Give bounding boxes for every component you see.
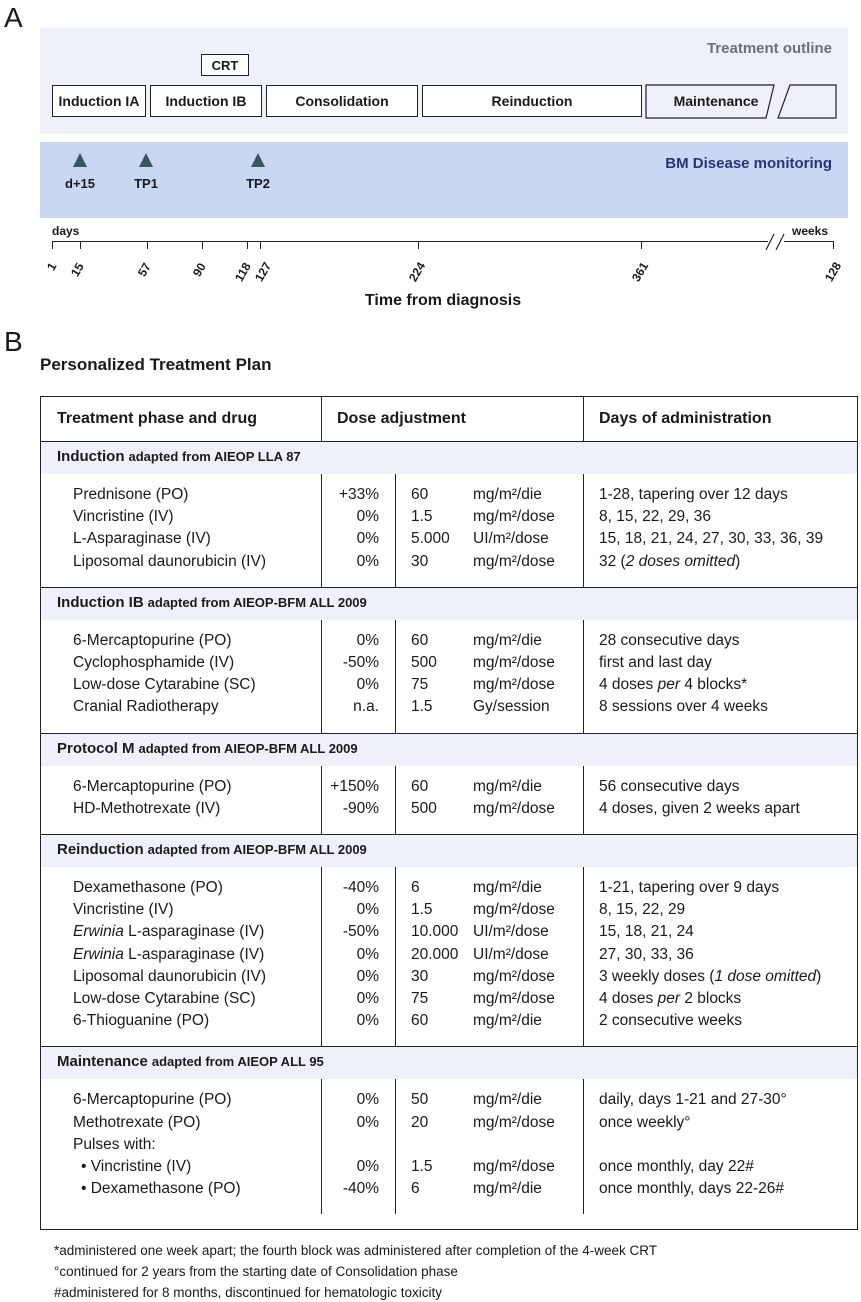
maintenance-box-shape [644, 84, 840, 120]
dose-adjustment: 0% [356, 1091, 379, 1109]
col-divider [321, 867, 322, 1046]
timepoint-tp1: TP1 [134, 176, 158, 191]
tick [418, 241, 419, 249]
section-source: adapted from AIEOP-BFM ALL 2009 [147, 842, 367, 857]
days-of-administration [599, 1158, 754, 1176]
col-divider [583, 397, 584, 441]
drug-name: Low-dose Cytarabine (SC) [73, 990, 256, 1007]
dose-unit: mg/m²/dose [473, 508, 555, 526]
drug-name: Methotrexate (PO) [73, 1113, 201, 1131]
col-divider [395, 474, 396, 587]
tick-label: 361 [629, 259, 652, 284]
dose-value: 75 [411, 676, 429, 694]
days-of-administration [599, 923, 694, 941]
dose-value: 50 [411, 1091, 429, 1109]
days-of-administration [599, 486, 788, 504]
days-text: first and last day [599, 654, 712, 671]
dose-value: 10.000 [411, 923, 459, 941]
tick [202, 241, 203, 249]
section-header-band [41, 1047, 857, 1079]
days-text: 8, 15, 22, 29 [599, 901, 686, 919]
dose-unit: UI/m²/dose [473, 923, 549, 941]
tick-label: 118 [232, 260, 254, 284]
drug-name: 6-Thioguanine (PO) [73, 1012, 210, 1030]
drug-name: L-Asparaginase (IV) [73, 530, 211, 548]
dose-unit: mg/m²/dose [473, 1113, 555, 1131]
bm-monitoring-title: BM Disease monitoring [665, 155, 832, 172]
drug-name [73, 946, 264, 964]
col-divider [321, 1079, 322, 1214]
dose-value: 6 [411, 879, 420, 896]
days-text-suffix: ) [735, 552, 741, 570]
drug-name: HD-Methotrexate (IV) [73, 799, 221, 817]
col-divider [321, 474, 322, 587]
days-text: 4 doses [599, 990, 658, 1007]
footnote-3: #administered for 8 months, discontinued for hematologic toxicity [54, 1285, 442, 1300]
section-source: adapted from AIEOP-BFM ALL 2009 [138, 740, 358, 756]
drug-name: Prednisone (PO) [73, 486, 189, 503]
col-divider [583, 1079, 584, 1214]
dose-adjustment: 0% [356, 1158, 379, 1175]
footnote-1: *administered one week apart; the fourth block was administered after completion of the 4-week CRT [54, 1243, 658, 1258]
dose-adjustment: +33% [338, 486, 379, 503]
dose-adjustment: 0% [356, 530, 379, 548]
dose-unit: mg/m²/die [473, 1012, 542, 1030]
days-of-administration [599, 632, 739, 650]
col-divider [395, 867, 396, 1046]
dose-unit: mg/m²/dose [473, 676, 555, 694]
days-text-italic: per [657, 990, 681, 1007]
dose-adjustment: +150% [330, 777, 379, 795]
col-divider [321, 397, 322, 441]
dose-unit: UI/m²/dose [473, 530, 549, 548]
days-text: 8 sessions over 4 weeks [599, 698, 768, 716]
col-divider [583, 867, 584, 1046]
drug-name: Vincristine (IV) [73, 901, 174, 919]
days-of-administration [599, 990, 741, 1008]
section-header-band [41, 734, 857, 766]
section-name: Maintenance [57, 1053, 148, 1071]
dose-unit: UI/m²/dose [473, 945, 549, 963]
axis-unit-weeks: weeks [792, 224, 829, 238]
days-text: 56 consecutive days [599, 777, 740, 795]
days-of-administration [599, 508, 711, 526]
tick-label: 128 [822, 259, 845, 284]
dose-value: 75 [411, 990, 429, 1007]
tick [260, 241, 261, 249]
axis-title: Time from diagnosis [364, 292, 522, 309]
drug-name: Cranial Radiotherapy [73, 698, 219, 716]
drug-name: 6-Mercaptopurine (PO) [73, 777, 232, 795]
dose-unit: mg/m²/die [473, 879, 542, 896]
dose-value: 30 [411, 967, 429, 985]
drug-name: Liposomal daunorubicin (IV) [73, 967, 266, 985]
days-of-administration [599, 879, 779, 897]
section-name: Reinduction [57, 841, 144, 858]
dose-adjustment: 0% [356, 967, 379, 985]
days-text: 1-21, tapering over 9 days [599, 879, 780, 896]
drug-name: Vincristine (IV) [73, 508, 174, 526]
marker-triangle-icon [251, 153, 265, 167]
days-text: 27, 30, 33, 36 [599, 945, 694, 963]
dose-value: 1.5 [411, 1158, 433, 1175]
dose-adjustment: 0% [356, 676, 379, 694]
days-text-suffix: ) [816, 967, 822, 985]
dose-value: 500 [411, 799, 437, 817]
section-header-band [41, 442, 857, 474]
footnote-2: °continued for 2 years from the starting date of Consolidation phase [54, 1264, 458, 1279]
days-of-administration [599, 1180, 784, 1198]
tick-label: 224 [406, 259, 429, 284]
col-divider [321, 766, 322, 834]
dose-value: 1.5 [411, 698, 433, 716]
days-of-administration [599, 698, 768, 716]
tick [641, 241, 642, 249]
col-divider [395, 620, 396, 733]
days-of-administration [599, 800, 800, 818]
days-of-administration [599, 778, 739, 796]
phase-consolidation: Consolidation [266, 85, 418, 117]
drug-name: Low-dose Cytarabine (SC) [73, 676, 256, 694]
tick-label: 127 [252, 259, 275, 284]
days-text: once monthly, days 22-26# [599, 1180, 784, 1198]
dose-adjustment: 0% [356, 552, 379, 570]
header-days: Days of administration [599, 410, 772, 427]
dose-adjustment: 0% [356, 990, 379, 1007]
timepoint-d15: d+15 [65, 176, 95, 191]
dose-unit: mg/m²/dose [473, 654, 555, 671]
dose-unit: mg/m²/die [473, 1180, 542, 1198]
marker-triangle-icon [73, 153, 87, 167]
phase-maintenance: Maintenance [673, 93, 759, 109]
dose-adjustment: 0% [356, 945, 379, 963]
days-of-administration [599, 1091, 787, 1109]
dose-unit: mg/m²/die [473, 631, 542, 649]
dose-value: 60 [411, 631, 429, 649]
days-of-administration [599, 901, 685, 919]
days-of-administration [599, 676, 747, 694]
drug-name: Pulses with: [73, 1135, 156, 1153]
dose-value: 60 [411, 486, 429, 503]
section-header-band [41, 588, 857, 620]
days-of-administration [599, 654, 712, 672]
treatment-outline-title: Treatment outline [706, 40, 832, 57]
tick [80, 241, 81, 249]
section-title [57, 841, 367, 859]
dose-value: 5.000 [411, 530, 450, 548]
drug-name-rest: L-asparaginase (IV) [123, 945, 265, 963]
col-divider [583, 620, 584, 733]
section-title [57, 1053, 324, 1071]
col-divider [583, 474, 584, 587]
dose-adjustment: -40% [342, 1180, 379, 1198]
section-source: adapted from AIEOP LLA 87 [128, 449, 301, 464]
section-name: Induction IB [57, 593, 144, 611]
header-dose: Dose adjustment [337, 410, 466, 427]
days-text: once weekly° [599, 1113, 691, 1131]
dose-value: 6 [411, 1180, 420, 1198]
section-header-band [41, 835, 857, 867]
dose-unit: mg/m²/die [473, 777, 542, 795]
days-text: 2 consecutive weeks [599, 1012, 743, 1030]
days-text: daily, days 1-21 and 27-30° [599, 1091, 787, 1109]
tick [833, 241, 834, 249]
dose-unit: mg/m²/dose [473, 552, 555, 570]
dose-unit: mg/m²/dose [473, 901, 555, 919]
days-text-suffix: 2 blocks [680, 990, 742, 1007]
panel-b-label: B [4, 326, 23, 357]
dose-value: 1.5 [411, 508, 433, 526]
crt-box: CRT [201, 54, 249, 76]
section-title [57, 594, 367, 612]
dose-value: 500 [411, 654, 437, 671]
plan-title: Personalized Treatment Plan [40, 355, 272, 374]
dose-unit: mg/m²/die [473, 1091, 542, 1109]
col-divider [583, 766, 584, 834]
dose-unit: mg/m²/dose [473, 967, 555, 985]
dose-unit: mg/m²/dose [473, 1158, 555, 1175]
days-of-administration [599, 1012, 742, 1030]
axis-unit-days: days [52, 224, 80, 238]
tick-label: 57 [135, 260, 154, 279]
marker-triangle-icon [139, 153, 153, 167]
drug-name: Liposomal daunorubicin (IV) [73, 552, 266, 570]
dose-unit: mg/m²/die [473, 486, 542, 503]
days-text-suffix: 4 blocks* [680, 676, 748, 694]
drug-name: • Dexamethasone (PO) [81, 1180, 241, 1198]
phase-induction-ia: Induction IA [52, 85, 146, 117]
dose-value: 60 [411, 1012, 429, 1030]
days-of-administration [599, 553, 740, 571]
dose-adjustment: -90% [342, 799, 379, 817]
days-text-italic: 1 dose omitted [714, 967, 817, 985]
tick-label: 15 [68, 260, 87, 279]
days-text-italic: 2 doses omitted [625, 552, 736, 570]
panel-a-label: A [4, 2, 23, 33]
dose-value: 30 [411, 552, 429, 570]
days-text: 3 weekly doses ( [599, 967, 715, 985]
treatment-table [40, 396, 858, 1230]
drug-name: • Vincristine (IV) [81, 1158, 192, 1175]
days-text-italic: per [657, 676, 681, 694]
days-text: once monthly, day 22# [599, 1158, 754, 1175]
drug-name: Cyclophosphamide (IV) [73, 654, 235, 671]
dose-adjustment: -50% [342, 923, 379, 941]
section-name: Protocol M [57, 739, 135, 757]
section-source: adapted from AIEOP-BFM ALL 2009 [147, 594, 367, 610]
days-text: 28 consecutive days [599, 631, 740, 649]
col-divider [321, 620, 322, 733]
dose-adjustment: 0% [356, 631, 379, 649]
days-text: 15, 18, 21, 24, 27, 30, 33, 36, 39 [599, 530, 824, 548]
drug-name-italic: Erwinia [73, 945, 124, 963]
days-text: 8, 15, 22, 29, 36 [599, 508, 712, 526]
phase-induction-ib: Induction IB [150, 85, 262, 117]
dose-unit: mg/m²/dose [473, 990, 555, 1007]
dose-adjustment: n.a. [353, 698, 379, 716]
days-text: 4 doses, given 2 weeks apart [599, 799, 800, 817]
header-phase: Treatment phase and drug [57, 410, 258, 427]
dose-adjustment: 0% [356, 1113, 379, 1131]
days-of-administration [599, 968, 821, 986]
days-text: 1-28, tapering over 12 days [599, 486, 788, 503]
tick [147, 241, 148, 249]
axis-break-icon [764, 232, 788, 252]
days-of-administration [599, 530, 823, 548]
drug-name-rest: L-asparaginase (IV) [123, 923, 265, 941]
section-title [57, 448, 301, 466]
dose-unit: Gy/session [473, 698, 550, 716]
tick [52, 241, 53, 249]
drug-name [73, 923, 264, 941]
phase-reinduction: Reinduction [422, 85, 642, 117]
tick-label: 1 [44, 260, 60, 273]
days-of-administration [599, 1114, 691, 1132]
days-of-administration [599, 946, 694, 964]
drug-name-italic: Erwinia [73, 923, 124, 941]
dose-adjustment: -50% [342, 654, 379, 671]
dose-adjustment: 0% [356, 901, 379, 919]
dose-adjustment: 0% [356, 508, 379, 526]
dose-value: 20 [411, 1113, 429, 1131]
dose-adjustment: -40% [342, 879, 379, 896]
dose-value: 1.5 [411, 901, 433, 919]
days-text: 15, 18, 21, 24 [599, 923, 694, 941]
dose-value: 60 [411, 777, 429, 795]
section-name: Induction [57, 448, 125, 465]
col-divider [395, 766, 396, 834]
drug-name: 6-Mercaptopurine (PO) [73, 1091, 232, 1109]
section-title [57, 740, 358, 758]
days-text: 4 doses [599, 676, 658, 694]
time-axis-line [52, 241, 768, 242]
tick-label: 90 [190, 260, 209, 279]
drug-name: 6-Mercaptopurine (PO) [73, 631, 232, 649]
section-source: adapted from AIEOP ALL 95 [151, 1054, 324, 1070]
col-divider [395, 1079, 396, 1214]
timepoint-tp2: TP2 [246, 176, 270, 191]
dose-adjustment: 0% [356, 1012, 379, 1030]
time-axis-line-end [784, 241, 833, 242]
dose-unit: mg/m²/dose [473, 799, 555, 817]
days-text: 32 ( [599, 552, 626, 570]
tick [247, 241, 248, 249]
dose-value: 20.000 [411, 945, 459, 963]
drug-name: Dexamethasone (PO) [73, 879, 223, 896]
